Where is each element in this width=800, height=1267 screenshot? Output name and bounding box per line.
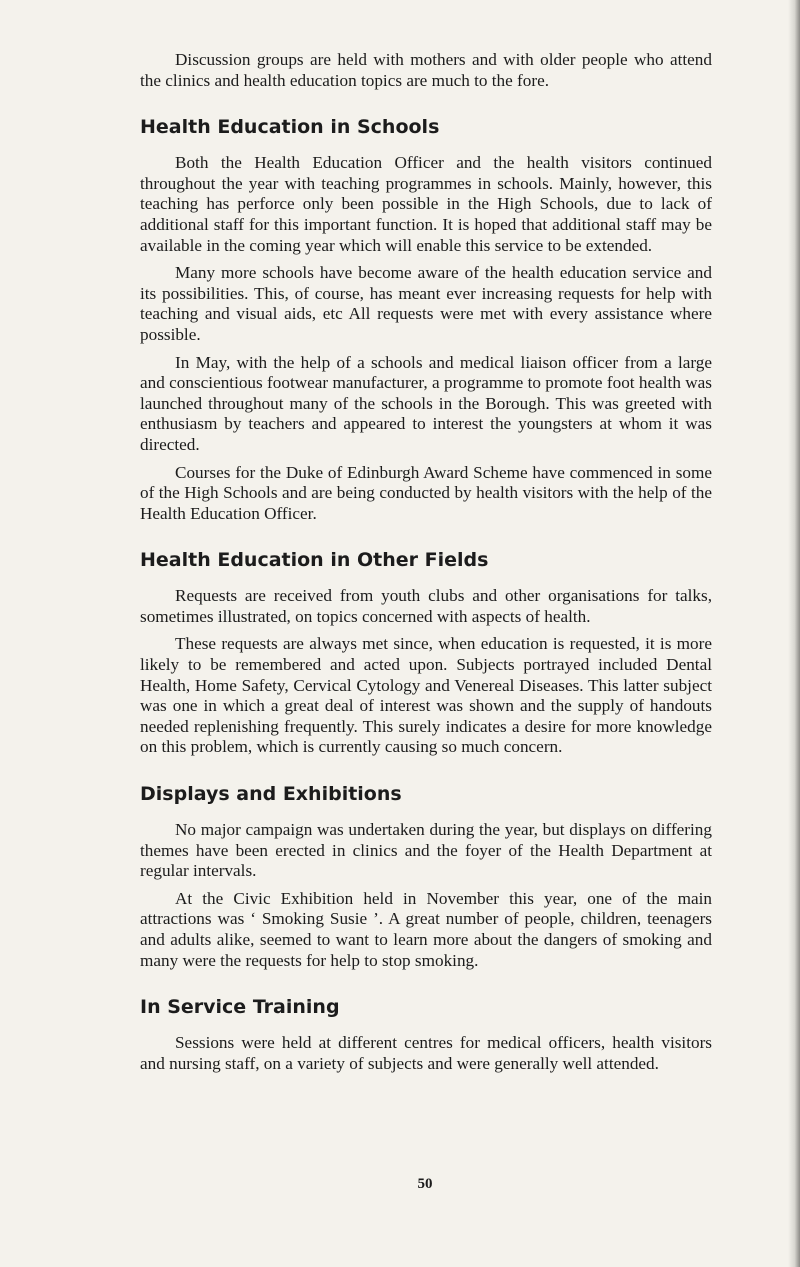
paragraph: Requests are received from youth clubs and other organisations for talks, sometimes illustrated, on topics concerned with aspects of health.	[140, 586, 712, 626]
paragraph: These requests are always met since, when education is requested, it is more likely to be remembered and acted upon. Subjects portrayed included Dental Health, Home Safety, Cervical Cytology and Venereal Diseases. This latter subject was one in which a great deal of interest was shown and the supply of handouts needed replenishing frequently. This surely indicates a desire for more knowledge on this problem, which is currently causing so much concern.	[140, 634, 712, 757]
section-heading-training: In Service Training	[140, 996, 340, 1019]
section-heading-schools: Health Education in Schools	[140, 116, 440, 139]
paragraph: Both the Health Education Officer and the health visitors continued throughout the year with teaching programmes in schools. Mainly, however, this teaching has perforce only been possible in the High Schools, due to lack of additional staff for this important function. It is hoped that additional staff may be available in the coming year which will enable this service to be extended.	[140, 153, 712, 255]
paragraph: At the Civic Exhibition held in November this year, one of the main attractions was ‘ Smoking Susie ’. A great number of people, children, teenagers and adults alike, seemed to want to learn more about the dangers of smoking and many were the requests for help to stop smoking.	[140, 888, 712, 970]
page-number: 50	[417, 1176, 433, 1192]
intro-paragraph: Discussion groups are held with mothers and with older people who attend the clinics and health education topics are much to the fore.	[140, 50, 712, 90]
section-heading-displays: Displays and Exhibitions	[140, 783, 402, 806]
page-edge-shadow	[788, 0, 800, 1267]
page-body	[140, 50, 712, 1081]
paragraph: Courses for the Duke of Edinburgh Award Scheme have commenced in some of the High Schools and are being conducted by health visitors with the help of the Health Education Officer.	[140, 462, 712, 523]
paragraph: Sessions were held at different centres for medical officers, health visitors and nursing staff, on a variety of subjects and were generally well attended.	[140, 1033, 712, 1073]
section-heading-other-fields: Health Education in Other Fields	[140, 549, 489, 572]
paragraph: No major campaign was undertaken during the year, but displays on differing themes have been erected in clinics and the foyer of the Health Department at regular intervals.	[140, 820, 712, 881]
paragraph: Many more schools have become aware of the health education service and its possibilities. This, of course, has meant ever increasing requests for help with teaching and visual aids, etc All requests were met with every assistance where possible.	[140, 263, 712, 344]
paragraph: In May, with the help of a schools and medical liaison officer from a large and conscientious footwear manufacturer, a programme to promote foot health was launched throughout many of the schools in the Borough. This was greeted with enthusiasm by teachers and appeared to interest the youngsters at whom it was directed.	[140, 352, 712, 454]
